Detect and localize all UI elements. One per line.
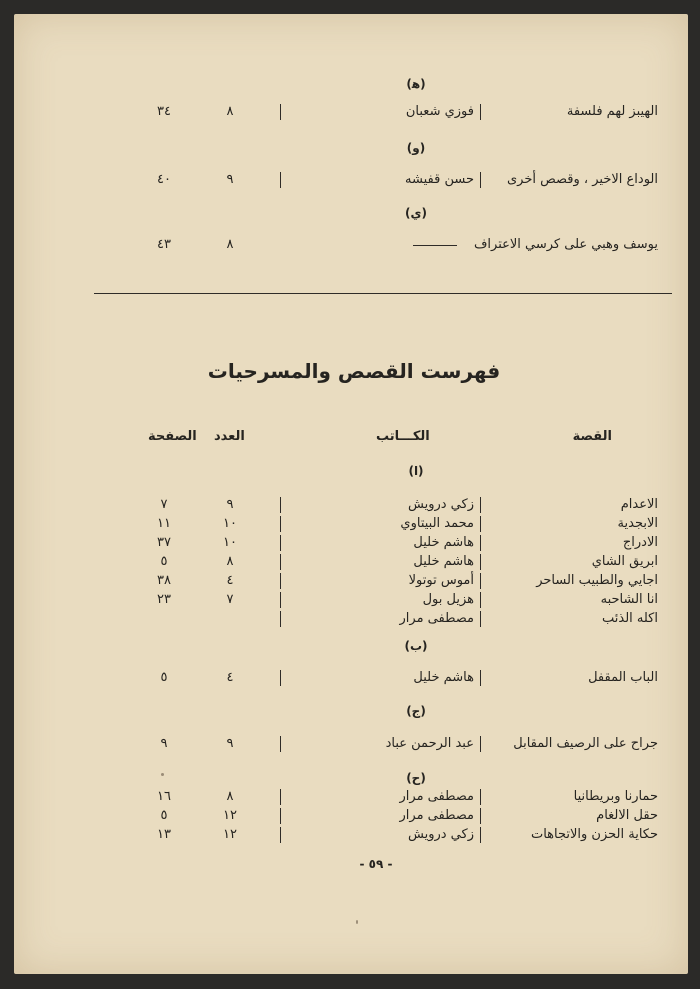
column-divider bbox=[480, 736, 481, 752]
story-author: عبد الرحمن عباد bbox=[385, 736, 474, 751]
column-divider bbox=[280, 827, 281, 843]
section-letter: (و) bbox=[406, 141, 426, 155]
section-letter: (ج) bbox=[406, 704, 426, 718]
section-letter: (ا) bbox=[408, 464, 424, 478]
page-number-cell: ٤٠ bbox=[157, 172, 171, 187]
story-title: ابريق الشاي bbox=[591, 554, 658, 569]
page-number-cell: ٢٣ bbox=[157, 592, 171, 607]
column-divider bbox=[280, 736, 281, 752]
issue-number: ٨ bbox=[226, 789, 234, 804]
column-divider bbox=[280, 554, 281, 570]
issue-number: ٩ bbox=[226, 172, 234, 187]
index-row bbox=[14, 571, 688, 591]
section-letter: (ﻫ) bbox=[406, 77, 426, 91]
page-number-cell: ١٦ bbox=[157, 789, 171, 804]
column-divider bbox=[280, 611, 281, 627]
story-author: حسن قفيشه bbox=[405, 172, 474, 187]
index-row bbox=[14, 609, 688, 629]
column-divider bbox=[280, 172, 281, 188]
issue-number: ١٠ bbox=[223, 516, 237, 531]
page-number-cell: ٥ bbox=[160, 808, 168, 823]
issue-number: ٨ bbox=[226, 554, 234, 569]
column-divider bbox=[280, 808, 281, 824]
column-divider bbox=[480, 172, 481, 188]
page-number-cell: ٩ bbox=[160, 736, 168, 751]
index-row bbox=[14, 825, 688, 845]
issue-number: ٧ bbox=[226, 592, 234, 607]
index-row bbox=[14, 514, 688, 534]
column-header-story: القصة bbox=[572, 429, 612, 444]
story-author: زكي درويش bbox=[408, 827, 474, 842]
column-header-author: الكـــاتب bbox=[376, 429, 430, 444]
no-author-dash bbox=[413, 245, 457, 246]
page-number-cell: ٣٧ bbox=[157, 535, 171, 550]
story-title: يوسف وهبي على كرسي الاعتراف bbox=[473, 237, 658, 252]
index-row bbox=[14, 734, 688, 754]
page-number-cell: ٤٣ bbox=[157, 237, 171, 252]
column-divider bbox=[280, 535, 281, 551]
index-heading: فهرست القصص والمسرحيات bbox=[207, 359, 501, 383]
page-number-cell: ٣٨ bbox=[157, 573, 171, 588]
column-divider bbox=[480, 789, 481, 805]
column-divider bbox=[280, 497, 281, 513]
index-row bbox=[14, 495, 688, 515]
story-title: جراح على الرصيف المقابل bbox=[513, 736, 658, 751]
section-letter: (ي) bbox=[405, 206, 427, 220]
column-divider bbox=[480, 611, 481, 627]
story-title: الباب المقفل bbox=[588, 670, 658, 685]
index-row bbox=[14, 806, 688, 826]
issue-number: ٤ bbox=[226, 670, 234, 685]
column-divider bbox=[280, 789, 281, 805]
story-title: الادراج bbox=[622, 535, 658, 550]
page-number-cell: ٧ bbox=[160, 497, 168, 512]
column-divider bbox=[480, 670, 481, 686]
column-divider bbox=[280, 670, 281, 686]
column-divider bbox=[480, 516, 481, 532]
column-divider bbox=[480, 573, 481, 589]
story-title: حكاية الحزن والاتجاهات bbox=[530, 827, 658, 842]
index-row bbox=[14, 552, 688, 572]
story-author: فوزي شعبان bbox=[405, 104, 474, 119]
column-divider bbox=[280, 573, 281, 589]
index-page bbox=[14, 14, 688, 974]
story-author: محمد البيتاوي bbox=[400, 516, 474, 531]
page-number-cell: ١٣ bbox=[157, 827, 171, 842]
index-row bbox=[14, 668, 688, 688]
issue-number: ٩ bbox=[226, 736, 234, 751]
story-title: اكله الذئب bbox=[602, 611, 658, 626]
column-divider bbox=[480, 554, 481, 570]
column-divider bbox=[480, 808, 481, 824]
story-title: انا الشاحبه bbox=[600, 592, 658, 607]
index-row bbox=[14, 533, 688, 553]
index-row bbox=[14, 590, 688, 610]
index-row bbox=[14, 170, 688, 190]
index-row bbox=[14, 235, 688, 255]
story-author: أموس توتولا bbox=[408, 573, 474, 588]
story-author: هزيل بول bbox=[422, 592, 474, 607]
section-letter: (ح) bbox=[406, 771, 426, 785]
index-row bbox=[14, 787, 688, 807]
index-row bbox=[14, 102, 688, 122]
issue-number: ١٢ bbox=[223, 808, 237, 823]
column-divider bbox=[480, 497, 481, 513]
story-title: حمارنا وبريطانيا bbox=[573, 789, 658, 804]
story-author: هاشم خليل bbox=[413, 670, 474, 685]
issue-number: ٩ bbox=[226, 497, 234, 512]
paper-spot bbox=[161, 773, 164, 776]
story-title: الاعدام bbox=[620, 497, 658, 512]
story-title: اجايي والطبيب الساحر bbox=[536, 573, 658, 588]
column-divider bbox=[480, 827, 481, 843]
page-number-cell: ٥ bbox=[160, 554, 168, 569]
issue-number: ١٠ bbox=[223, 535, 237, 550]
column-header-page: الصفحة bbox=[148, 429, 197, 444]
section-letter: (ب) bbox=[404, 639, 428, 653]
page-number-cell: ١١ bbox=[157, 516, 171, 531]
story-author: هاشم خليل bbox=[413, 554, 474, 569]
issue-number: ٤ bbox=[226, 573, 234, 588]
issue-number: ١٢ bbox=[223, 827, 237, 842]
story-author: زكي درويش bbox=[408, 497, 474, 512]
page-number-cell: ٣٤ bbox=[157, 104, 171, 119]
story-title: الهيبز لهم فلسفة bbox=[566, 104, 658, 119]
story-author: مصطفى مرار bbox=[399, 808, 474, 823]
column-header-issue: العدد bbox=[214, 429, 245, 444]
story-title: الابجدية bbox=[617, 516, 658, 531]
column-divider bbox=[280, 592, 281, 608]
story-title: حقل الالغام bbox=[596, 808, 658, 823]
paper-spot bbox=[356, 920, 358, 924]
story-author: هاشم خليل bbox=[413, 535, 474, 550]
column-divider bbox=[480, 104, 481, 120]
page-footer-number: - ٥٩ - bbox=[359, 857, 393, 871]
section-divider-line bbox=[94, 293, 672, 294]
issue-number: ٨ bbox=[226, 104, 234, 119]
column-divider bbox=[280, 516, 281, 532]
column-divider bbox=[480, 592, 481, 608]
issue-number: ٨ bbox=[226, 237, 234, 252]
story-title: الوداع الاخير ، وقصص أخرى bbox=[506, 172, 658, 187]
page-number-cell: ٥ bbox=[160, 670, 168, 685]
column-divider bbox=[480, 535, 481, 551]
story-author: مصطفى مرار bbox=[399, 789, 474, 804]
story-author: مصطفى مرار bbox=[399, 611, 474, 626]
column-divider bbox=[280, 104, 281, 120]
